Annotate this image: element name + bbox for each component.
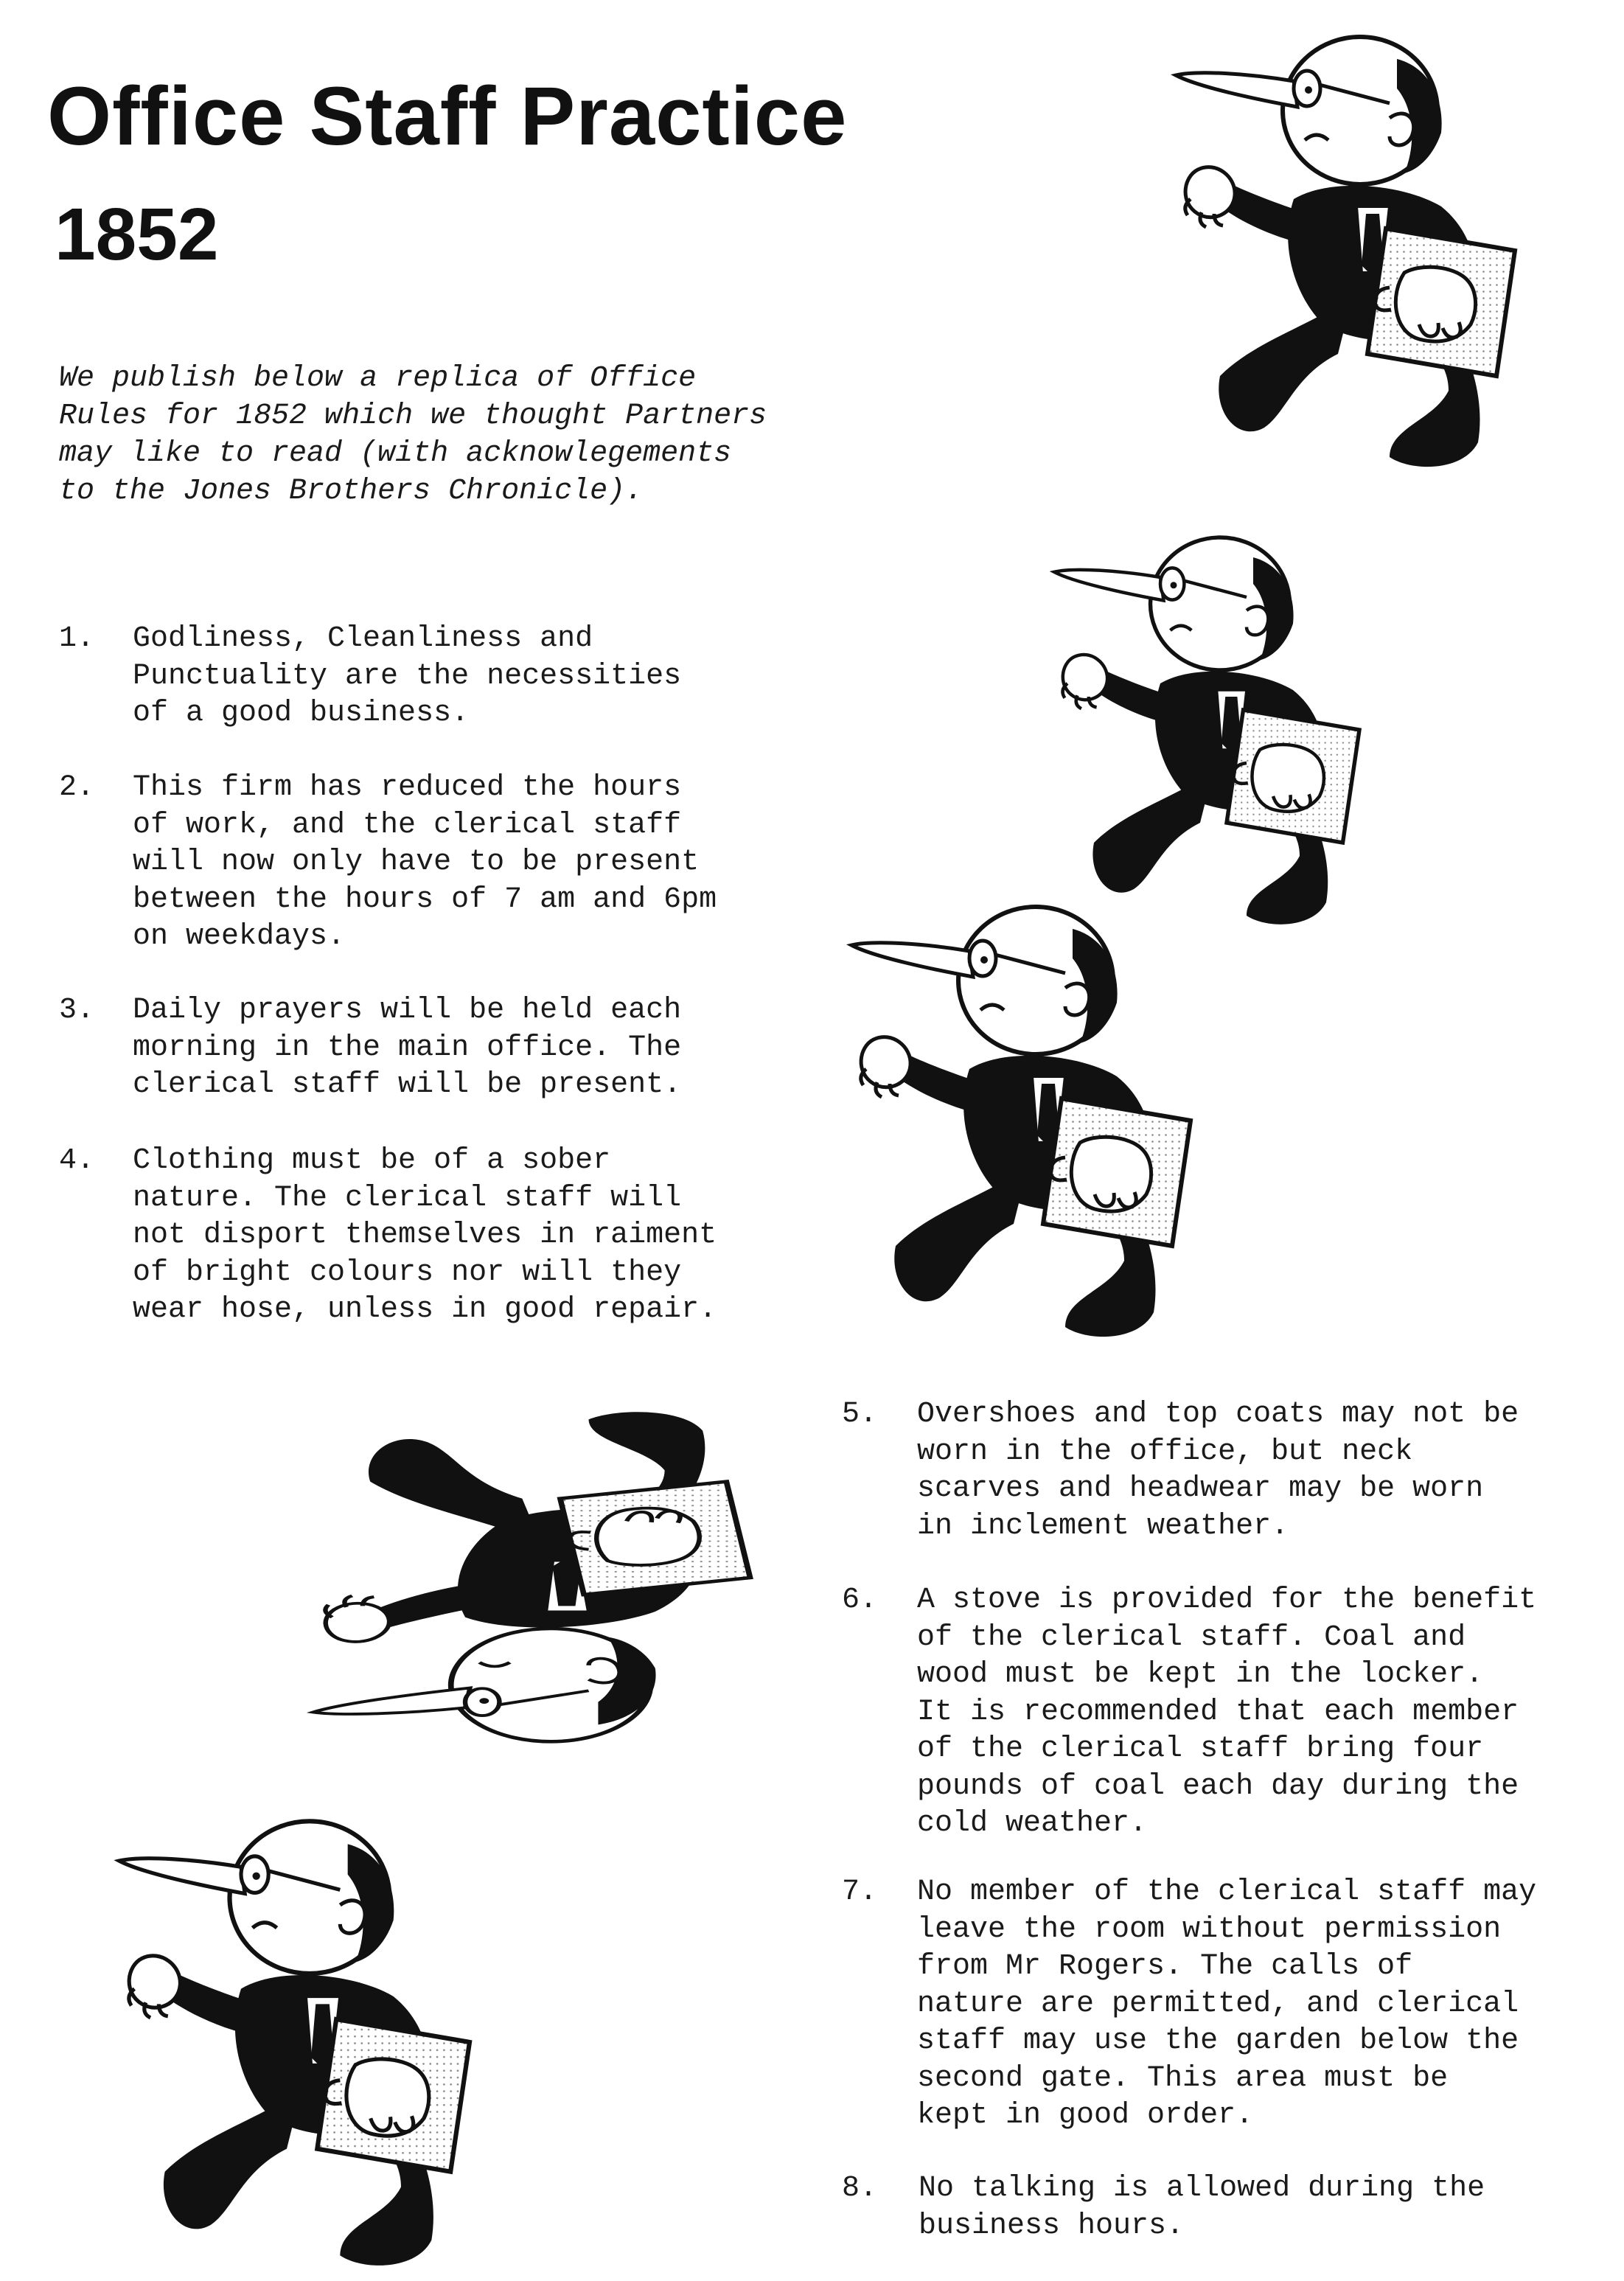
rule-item	[842, 2170, 1616, 2252]
walking-clerk-illustration	[304, 1408, 798, 1747]
rule-number: 8.	[842, 2172, 878, 2205]
rule-item	[842, 1396, 1609, 1551]
walking-clerk-illustration	[999, 531, 1441, 929]
rule-text: Daily prayers will be held each morning in the main office. The clerical staff will be present.	[133, 994, 682, 1101]
rule-item	[59, 1143, 796, 1334]
intro-paragraph	[59, 360, 840, 510]
rule-number: 6.	[842, 1584, 878, 1617]
rule-number: 5.	[842, 1398, 878, 1431]
rule-text: No member of the clerical staff may leave the room without permission from Mr Rogers. The calls of nature are permitted, and clerical staff may use the garden below the second gate. This area must be kept in good order.	[917, 1876, 1537, 2132]
rule-number: 4.	[59, 1144, 95, 1177]
rule-item	[59, 621, 796, 739]
rule-text: A stove is provided for the benefit of the clerical staff. Coal and wood must be kept in the locker. It is recommended that each member of the clerical staff bring four pounds of coal each day during the cold weather.	[917, 1584, 1537, 1840]
rule-item	[59, 992, 796, 1110]
walking-clerk-illustration	[111, 1814, 509, 2271]
rule-number: 7.	[842, 1876, 878, 1909]
intro-text: We publish below a replica of Office Rules for 1852 which we thought Partners may like to read (with acknowlegements to the Jones Brothers Chronicle).	[59, 362, 767, 508]
rule-item	[842, 1874, 1616, 2139]
rule-number: 2.	[59, 771, 95, 804]
page-year: 1852	[55, 193, 219, 276]
page-title: Office Staff Practice	[47, 70, 848, 162]
rule-text: Godliness, Cleanliness and Punctuality are the necessities of a good business.	[133, 622, 682, 730]
walking-clerk-illustration	[1154, 29, 1567, 472]
rule-number: 1.	[59, 622, 95, 655]
walking-clerk-illustration	[829, 899, 1242, 1342]
rule-number: 3.	[59, 994, 95, 1027]
rule-item	[842, 1582, 1616, 1848]
rule-text: No talking is allowed during the business hours.	[919, 2172, 1485, 2243]
rule-text: Clothing must be of a sober nature. The clerical staff will not disport themselves in raiment of bright colours nor will they wear hose, unless in good repair.	[133, 1144, 717, 1326]
rule-text: This firm has reduced the hours of work, and the clerical staff will now only have to be present between the hours of 7 am and 6pm on weekdays.	[133, 771, 717, 953]
rule-text: Overshoes and top coats may not be worn in the office, but neck scarves and headwear may be worn in inclement weather.	[917, 1398, 1519, 1543]
rule-item	[59, 770, 796, 961]
